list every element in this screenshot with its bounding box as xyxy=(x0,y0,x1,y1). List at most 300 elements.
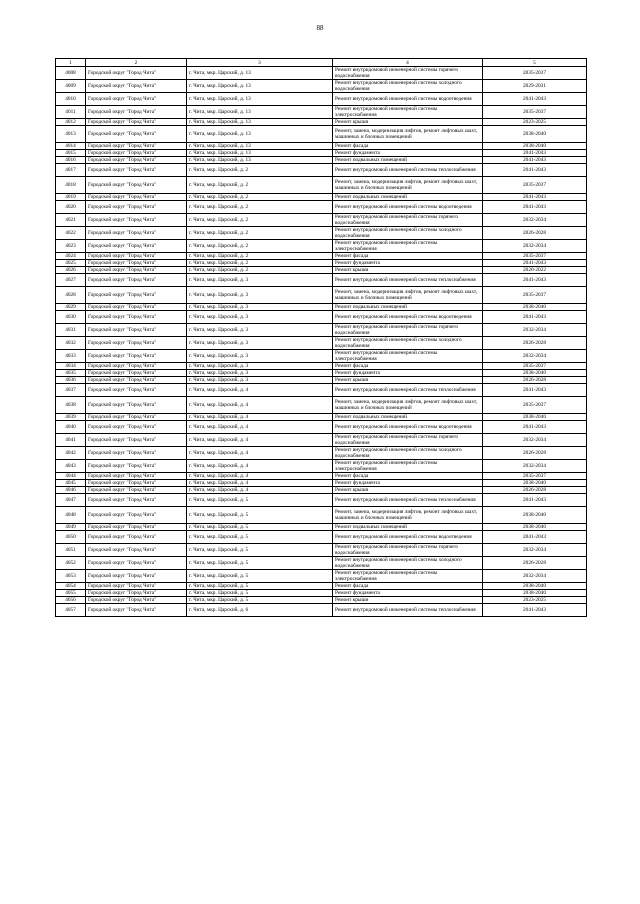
table-row xyxy=(56,67,587,80)
district-cell: Городской округ "Город Чита" xyxy=(86,434,187,447)
district-cell: Городской округ "Город Чита" xyxy=(86,460,187,473)
table-row xyxy=(56,377,587,384)
table-row xyxy=(56,177,587,194)
period-cell: 2035-2037 xyxy=(483,106,587,119)
table-row xyxy=(56,480,587,487)
district-cell: Городской округ "Город Чита" xyxy=(86,414,187,421)
row-number-cell: 4017 xyxy=(56,164,86,177)
work-type-cell: Ремонт внутридомовой инженерной системы электроснабжения xyxy=(333,460,483,473)
row-number-cell: 4040 xyxy=(56,421,86,434)
period-cell: 2032-2034 xyxy=(483,434,587,447)
district-cell: Городской округ "Город Чита" xyxy=(86,557,187,570)
period-cell: 2032-2034 xyxy=(483,570,587,583)
district-cell: Городской округ "Город Чита" xyxy=(86,480,187,487)
address-cell: г. Чита, мкр. Царский, д. 13 xyxy=(187,80,333,93)
table-row xyxy=(56,106,587,119)
district-cell: Городской округ "Город Чита" xyxy=(86,324,187,337)
row-number-cell: 4033 xyxy=(56,350,86,363)
district-cell: Городской округ "Город Чита" xyxy=(86,531,187,544)
period-cell: 2041-2043 xyxy=(483,384,587,397)
district-cell: Городской округ "Город Чита" xyxy=(86,570,187,583)
column-header-3: 3 xyxy=(187,59,333,67)
work-type-cell: Ремонт внутридомовой инженерной системы водоотведения xyxy=(333,93,483,106)
row-number-cell: 4056 xyxy=(56,597,86,604)
address-cell: г. Чита, мкр. Царский, д. 3 xyxy=(187,311,333,324)
period-cell: 2038-2040 xyxy=(483,126,587,143)
row-number-cell: 4023 xyxy=(56,240,86,253)
district-cell: Городской округ "Город Чита" xyxy=(86,524,187,531)
table-row xyxy=(56,557,587,570)
address-cell: г. Чита, мкр. Царский, д. 5 xyxy=(187,597,333,604)
column-header-4: 4 xyxy=(333,59,483,67)
table-row xyxy=(56,201,587,214)
work-type-cell: Ремонт внутридомовой инженерной системы горячего водоснабжения xyxy=(333,544,483,557)
address-cell: г. Чита, мкр. Царский, д. 2 xyxy=(187,253,333,260)
work-type-cell: Ремонт внутридомовой инженерной системы теплоснабжения xyxy=(333,164,483,177)
table-row xyxy=(56,447,587,460)
address-cell: г. Чита, мкр. Царский, д. 5 xyxy=(187,524,333,531)
period-cell: 2029-2031 xyxy=(483,80,587,93)
work-type-cell: Ремонт фундамента xyxy=(333,480,483,487)
work-type-cell: Ремонт, замена, модернизация лифтов, ремонт лифтовых шахт, машинных и блочных помещений xyxy=(333,507,483,524)
district-cell: Городской округ "Город Чита" xyxy=(86,267,187,274)
table-row xyxy=(56,304,587,311)
row-number-cell: 4024 xyxy=(56,253,86,260)
row-number-cell: 4051 xyxy=(56,544,86,557)
row-number-cell: 4020 xyxy=(56,201,86,214)
period-cell: 2026-2028 xyxy=(483,227,587,240)
work-type-cell: Ремонт внутридомовой инженерной системы горячего водоснабжения xyxy=(333,324,483,337)
table-row xyxy=(56,267,587,274)
work-type-cell: Ремонт крыши xyxy=(333,267,483,274)
district-cell: Городской округ "Город Чита" xyxy=(86,274,187,287)
address-cell: г. Чита, мкр. Царский, д. 5 xyxy=(187,531,333,544)
table-row xyxy=(56,494,587,507)
district-cell: Городской округ "Город Чита" xyxy=(86,67,187,80)
work-type-cell: Ремонт внутридомовой инженерной системы теплоснабжения xyxy=(333,604,483,617)
table-row xyxy=(56,570,587,583)
work-type-cell: Ремонт внутридомовой инженерной системы теплоснабжения xyxy=(333,274,483,287)
address-cell: г. Чита, мкр. Царский, д. 4 xyxy=(187,480,333,487)
work-type-cell: Ремонт, замена, модернизация лифтов, ремонт лифтовых шахт, машинных и блочных помещений xyxy=(333,177,483,194)
work-type-cell: Ремонт подвальных помещений xyxy=(333,524,483,531)
address-cell: г. Чита, мкр. Царский, д. 3 xyxy=(187,363,333,370)
address-cell: г. Чита, мкр. Царский, д. 4 xyxy=(187,487,333,494)
address-cell: г. Чита, мкр. Царский, д. 13 xyxy=(187,150,333,157)
row-number-cell: 4014 xyxy=(56,143,86,150)
period-cell: 2041-2043 xyxy=(483,311,587,324)
district-cell: Городской округ "Город Чита" xyxy=(86,93,187,106)
address-cell: г. Чита, мкр. Царский, д. 3 xyxy=(187,350,333,363)
district-cell: Городской округ "Город Чита" xyxy=(86,143,187,150)
address-cell: г. Чита, мкр. Царский, д. 4 xyxy=(187,384,333,397)
address-cell: г. Чита, мкр. Царский, д. 2 xyxy=(187,164,333,177)
row-number-cell: 4010 xyxy=(56,93,86,106)
table-row xyxy=(56,126,587,143)
row-number-cell: 4032 xyxy=(56,337,86,350)
district-cell: Городской округ "Город Чита" xyxy=(86,487,187,494)
table-row xyxy=(56,590,587,597)
work-type-cell: Ремонт внутридомовой инженерной системы водоотведения xyxy=(333,421,483,434)
address-cell: г. Чита, мкр. Царский, д. 4 xyxy=(187,397,333,414)
address-cell: г. Чита, мкр. Царский, д. 4 xyxy=(187,421,333,434)
address-cell: г. Чита, мкр. Царский, д. 4 xyxy=(187,414,333,421)
work-type-cell: Ремонт фасада xyxy=(333,363,483,370)
row-number-cell: 4055 xyxy=(56,590,86,597)
district-cell: Городской округ "Город Чита" xyxy=(86,157,187,164)
work-type-cell: Ремонт внутридомовой инженерной системы теплоснабжения xyxy=(333,494,483,507)
district-cell: Городской округ "Город Чита" xyxy=(86,363,187,370)
district-cell: Городской округ "Город Чита" xyxy=(86,384,187,397)
address-cell: г. Чита, мкр. Царский, д. 5 xyxy=(187,507,333,524)
row-number-cell: 4037 xyxy=(56,384,86,397)
page-number: 88 xyxy=(316,24,324,32)
row-number-cell: 4027 xyxy=(56,274,86,287)
district-cell: Городской округ "Город Чита" xyxy=(86,447,187,460)
period-cell: 2032-2034 xyxy=(483,350,587,363)
district-cell: Городской округ "Город Чита" xyxy=(86,260,187,267)
table-row xyxy=(56,164,587,177)
period-cell: 2038-2040 xyxy=(483,480,587,487)
table-row xyxy=(56,311,587,324)
work-type-cell: Ремонт фасада xyxy=(333,143,483,150)
row-number-cell: 4053 xyxy=(56,570,86,583)
work-type-cell: Ремонт внутридомовой инженерной системы холодного водоснабжения xyxy=(333,80,483,93)
district-cell: Городской округ "Город Чита" xyxy=(86,253,187,260)
period-cell: 2032-2034 xyxy=(483,240,587,253)
header-row xyxy=(56,59,587,67)
period-cell: 2032-2034 xyxy=(483,544,587,557)
address-cell: г. Чита, мкр. Царский, д. 3 xyxy=(187,337,333,350)
address-cell: г. Чита, мкр. Царский, д. 2 xyxy=(187,177,333,194)
row-number-cell: 4009 xyxy=(56,80,86,93)
table-row xyxy=(56,370,587,377)
row-number-cell: 4018 xyxy=(56,177,86,194)
table-row xyxy=(56,524,587,531)
address-cell: г. Чита, мкр. Царский, д. 13 xyxy=(187,93,333,106)
row-number-cell: 4016 xyxy=(56,157,86,164)
period-cell: 2026-2028 xyxy=(483,487,587,494)
period-cell: 2038-2040 xyxy=(483,143,587,150)
table-row xyxy=(56,397,587,414)
work-type-cell: Ремонт внутридомовой инженерной системы холодного водоснабжения xyxy=(333,447,483,460)
period-cell: 2041-2043 xyxy=(483,164,587,177)
period-cell: 2041-2043 xyxy=(483,157,587,164)
row-number-cell: 4022 xyxy=(56,227,86,240)
work-type-cell: Ремонт внутридомовой инженерной системы водоотведения xyxy=(333,531,483,544)
row-number-cell: 4026 xyxy=(56,267,86,274)
work-type-cell: Ремонт подвальных помещений xyxy=(333,414,483,421)
district-cell: Городской округ "Город Чита" xyxy=(86,150,187,157)
work-type-cell: Ремонт фасада xyxy=(333,253,483,260)
period-cell: 2032-2034 xyxy=(483,460,587,473)
district-cell: Городской округ "Город Чита" xyxy=(86,287,187,304)
district-cell: Городской округ "Город Чита" xyxy=(86,544,187,557)
table-row xyxy=(56,544,587,557)
row-number-cell: 4030 xyxy=(56,311,86,324)
address-cell: г. Чита, мкр. Царский, д. 3 xyxy=(187,304,333,311)
district-cell: Городской округ "Город Чита" xyxy=(86,177,187,194)
address-cell: г. Чита, мкр. Царский, д. 4 xyxy=(187,460,333,473)
district-cell: Городской округ "Город Чита" xyxy=(86,350,187,363)
address-cell: г. Чита, мкр. Царский, д. 13 xyxy=(187,157,333,164)
address-cell: г. Чита, мкр. Царский, д. 5 xyxy=(187,494,333,507)
period-cell: 2035-2037 xyxy=(483,473,587,480)
period-cell: 2041-2043 xyxy=(483,531,587,544)
work-type-cell: Ремонт внутридомовой инженерной системы теплоснабжения xyxy=(333,384,483,397)
row-number-cell: 4034 xyxy=(56,363,86,370)
work-type-cell: Ремонт внутридомовой инженерной системы горячего водоснабжения xyxy=(333,434,483,447)
period-cell: 2035-2037 xyxy=(483,363,587,370)
address-cell: г. Чита, мкр. Царский, д. 5 xyxy=(187,557,333,570)
table-row xyxy=(56,253,587,260)
row-number-cell: 4028 xyxy=(56,287,86,304)
period-cell: 2035-2037 xyxy=(483,253,587,260)
district-cell: Городской округ "Город Чита" xyxy=(86,311,187,324)
district-cell: Городской округ "Город Чита" xyxy=(86,397,187,414)
work-type-cell: Ремонт крыши xyxy=(333,119,483,126)
period-cell: 2038-2040 xyxy=(483,590,587,597)
table-row xyxy=(56,214,587,227)
table-row xyxy=(56,460,587,473)
row-number-cell: 4015 xyxy=(56,150,86,157)
period-cell: 2041-2043 xyxy=(483,421,587,434)
row-number-cell: 4043 xyxy=(56,460,86,473)
work-type-cell: Ремонт внутридомовой инженерной системы холодного водоснабжения xyxy=(333,227,483,240)
address-cell: г. Чита, мкр. Царский, д. 5 xyxy=(187,583,333,590)
district-cell: Городской округ "Город Чита" xyxy=(86,119,187,126)
address-cell: г. Чита, мкр. Царский, д. 2 xyxy=(187,260,333,267)
table-row xyxy=(56,119,587,126)
row-number-cell: 4021 xyxy=(56,214,86,227)
address-cell: г. Чита, мкр. Царский, д. 13 xyxy=(187,67,333,80)
period-cell: 2038-2040 xyxy=(483,524,587,531)
period-cell: 2038-2040 xyxy=(483,507,587,524)
period-cell: 2038-2040 xyxy=(483,583,587,590)
table-row xyxy=(56,604,587,617)
period-cell: 2041-2043 xyxy=(483,201,587,214)
work-type-cell: Ремонт внутридомовой инженерной системы электроснабжения xyxy=(333,350,483,363)
work-type-cell: Ремонт, замена, модернизация лифтов, ремонт лифтовых шахт, машинных и блочных помещений xyxy=(333,126,483,143)
row-number-cell: 4046 xyxy=(56,487,86,494)
row-number-cell: 4011 xyxy=(56,106,86,119)
repair-schedule-table xyxy=(55,58,587,617)
table-row xyxy=(56,421,587,434)
table-row xyxy=(56,597,587,604)
address-cell: г. Чита, мкр. Царский, д. 13 xyxy=(187,143,333,150)
work-type-cell: Ремонт крыши xyxy=(333,377,483,384)
row-number-cell: 4054 xyxy=(56,583,86,590)
work-type-cell: Ремонт внутридомовой инженерной системы водоотведения xyxy=(333,311,483,324)
row-number-cell: 4041 xyxy=(56,434,86,447)
row-number-cell: 4013 xyxy=(56,126,86,143)
table-row xyxy=(56,473,587,480)
period-cell: 2035-2037 xyxy=(483,287,587,304)
district-cell: Городской округ "Город Чита" xyxy=(86,370,187,377)
district-cell: Городской округ "Город Чита" xyxy=(86,507,187,524)
row-number-cell: 4035 xyxy=(56,370,86,377)
table-row xyxy=(56,583,587,590)
work-type-cell: Ремонт внутридомовой инженерной системы электроснабжения xyxy=(333,240,483,253)
work-type-cell: Ремонт подвальных помещений xyxy=(333,194,483,201)
district-cell: Городской округ "Город Чита" xyxy=(86,106,187,119)
table-row xyxy=(56,414,587,421)
table-row xyxy=(56,487,587,494)
district-cell: Городской округ "Город Чита" xyxy=(86,201,187,214)
work-type-cell: Ремонт фасада xyxy=(333,473,483,480)
period-cell: 2038-2040 xyxy=(483,370,587,377)
column-header-2: 2 xyxy=(86,59,187,67)
address-cell: г. Чита, мкр. Царский, д. 6 xyxy=(187,604,333,617)
address-cell: г. Чита, мкр. Царский, д. 4 xyxy=(187,447,333,460)
work-type-cell: Ремонт внутридомовой инженерной системы электроснабжения xyxy=(333,106,483,119)
table-row xyxy=(56,274,587,287)
row-number-cell: 4008 xyxy=(56,67,86,80)
address-cell: г. Чита, мкр. Царский, д. 3 xyxy=(187,274,333,287)
period-cell: 2026-2028 xyxy=(483,447,587,460)
address-cell: г. Чита, мкр. Царский, д. 13 xyxy=(187,119,333,126)
table-row xyxy=(56,363,587,370)
column-header-5: 5 xyxy=(483,59,587,67)
district-cell: Городской округ "Город Чита" xyxy=(86,590,187,597)
period-cell: 2038-2040 xyxy=(483,304,587,311)
address-cell: г. Чита, мкр. Царский, д. 3 xyxy=(187,324,333,337)
period-cell: 2020-2022 xyxy=(483,267,587,274)
period-cell: 2026-2028 xyxy=(483,377,587,384)
period-cell: 2035-2037 xyxy=(483,177,587,194)
work-type-cell: Ремонт внутридомовой инженерной системы холодного водоснабжения xyxy=(333,557,483,570)
table-row xyxy=(56,150,587,157)
work-type-cell: Ремонт фундамента xyxy=(333,370,483,377)
address-cell: г. Чита, мкр. Царский, д. 2 xyxy=(187,194,333,201)
column-header-1: 1 xyxy=(56,59,86,67)
table-row xyxy=(56,143,587,150)
row-number-cell: 4057 xyxy=(56,604,86,617)
period-cell: 2035-2037 xyxy=(483,397,587,414)
address-cell: г. Чита, мкр. Царский, д. 3 xyxy=(187,287,333,304)
row-number-cell: 4031 xyxy=(56,324,86,337)
table-row xyxy=(56,227,587,240)
table-row xyxy=(56,384,587,397)
work-type-cell: Ремонт подвальных помещений xyxy=(333,304,483,311)
district-cell: Городской округ "Город Чита" xyxy=(86,227,187,240)
district-cell: Городской округ "Город Чита" xyxy=(86,240,187,253)
address-cell: г. Чита, мкр. Царский, д. 2 xyxy=(187,267,333,274)
period-cell: 2041-2043 xyxy=(483,93,587,106)
district-cell: Городской округ "Город Чита" xyxy=(86,164,187,177)
work-type-cell: Ремонт фасада xyxy=(333,583,483,590)
row-number-cell: 4050 xyxy=(56,531,86,544)
address-cell: г. Чита, мкр. Царский, д. 3 xyxy=(187,370,333,377)
table-row xyxy=(56,324,587,337)
row-number-cell: 4047 xyxy=(56,494,86,507)
district-cell: Городской округ "Город Чита" xyxy=(86,304,187,311)
row-number-cell: 4044 xyxy=(56,473,86,480)
row-number-cell: 4049 xyxy=(56,524,86,531)
row-number-cell: 4025 xyxy=(56,260,86,267)
period-cell: 2032-2034 xyxy=(483,214,587,227)
district-cell: Городской округ "Город Чита" xyxy=(86,337,187,350)
row-number-cell: 4052 xyxy=(56,557,86,570)
table-row xyxy=(56,157,587,164)
address-cell: г. Чита, мкр. Царский, д. 5 xyxy=(187,590,333,597)
table-row xyxy=(56,93,587,106)
table-row xyxy=(56,337,587,350)
row-number-cell: 4048 xyxy=(56,507,86,524)
district-cell: Городской округ "Город Чита" xyxy=(86,421,187,434)
row-number-cell: 4042 xyxy=(56,447,86,460)
period-cell: 2041-2043 xyxy=(483,150,587,157)
work-type-cell: Ремонт внутридомовой инженерной системы горячего водоснабжения xyxy=(333,214,483,227)
district-cell: Городской округ "Город Чита" xyxy=(86,597,187,604)
work-type-cell: Ремонт фундамента xyxy=(333,260,483,267)
district-cell: Городской округ "Город Чита" xyxy=(86,126,187,143)
table-row xyxy=(56,350,587,363)
table-row xyxy=(56,507,587,524)
address-cell: г. Чита, мкр. Царский, д. 2 xyxy=(187,227,333,240)
period-cell: 2041-2043 xyxy=(483,274,587,287)
address-cell: г. Чита, мкр. Царский, д. 2 xyxy=(187,214,333,227)
period-cell: 2023-2025 xyxy=(483,119,587,126)
district-cell: Городской округ "Город Чита" xyxy=(86,214,187,227)
address-cell: г. Чита, мкр. Царский, д. 13 xyxy=(187,106,333,119)
work-type-cell: Ремонт, замена, модернизация лифтов, ремонт лифтовых шахт, машинных и блочных помещений xyxy=(333,287,483,304)
district-cell: Городской округ "Город Чита" xyxy=(86,583,187,590)
work-type-cell: Ремонт крыши xyxy=(333,487,483,494)
period-cell: 2041-2043 xyxy=(483,194,587,201)
row-number-cell: 4045 xyxy=(56,480,86,487)
row-number-cell: 4012 xyxy=(56,119,86,126)
period-cell: 2026-2028 xyxy=(483,557,587,570)
work-type-cell: Ремонт внутридомовой инженерной системы электроснабжения xyxy=(333,570,483,583)
table-row xyxy=(56,194,587,201)
period-cell: 2023-2025 xyxy=(483,597,587,604)
work-type-cell: Ремонт внутридомовой инженерной системы горячего водоснабжения xyxy=(333,67,483,80)
address-cell: г. Чита, мкр. Царский, д. 2 xyxy=(187,201,333,214)
period-cell: 2035-2037 xyxy=(483,67,587,80)
row-number-cell: 4029 xyxy=(56,304,86,311)
period-cell: 2038-2040 xyxy=(483,414,587,421)
work-type-cell: Ремонт крыши xyxy=(333,597,483,604)
address-cell: г. Чита, мкр. Царский, д. 3 xyxy=(187,377,333,384)
work-type-cell: Ремонт, замена, модернизация лифтов, ремонт лифтовых шахт, машинных и блочных помещений xyxy=(333,397,483,414)
work-type-cell: Ремонт внутридомовой инженерной системы водоотведения xyxy=(333,201,483,214)
period-cell: 2041-2043 xyxy=(483,260,587,267)
work-type-cell: Ремонт фундамента xyxy=(333,150,483,157)
row-number-cell: 4038 xyxy=(56,397,86,414)
period-cell: 2041-2043 xyxy=(483,604,587,617)
address-cell: г. Чита, мкр. Царский, д. 4 xyxy=(187,473,333,480)
period-cell: 2032-2034 xyxy=(483,324,587,337)
district-cell: Городской округ "Город Чита" xyxy=(86,473,187,480)
period-cell: 2041-2043 xyxy=(483,494,587,507)
work-type-cell: Ремонт подвальных помещений xyxy=(333,157,483,164)
district-cell: Городской округ "Город Чита" xyxy=(86,494,187,507)
table-row xyxy=(56,434,587,447)
period-cell: 2026-2028 xyxy=(483,337,587,350)
district-cell: Городской округ "Город Чита" xyxy=(86,377,187,384)
address-cell: г. Чита, мкр. Царский, д. 4 xyxy=(187,434,333,447)
work-type-cell: Ремонт внутридомовой инженерной системы холодного водоснабжения xyxy=(333,337,483,350)
district-cell: Городской округ "Город Чита" xyxy=(86,604,187,617)
address-cell: г. Чита, мкр. Царский, д. 5 xyxy=(187,570,333,583)
table-row xyxy=(56,80,587,93)
address-cell: г. Чита, мкр. Царский, д. 13 xyxy=(187,126,333,143)
address-cell: г. Чита, мкр. Царский, д. 5 xyxy=(187,544,333,557)
district-cell: Городской округ "Город Чита" xyxy=(86,194,187,201)
table-row xyxy=(56,287,587,304)
table-row xyxy=(56,531,587,544)
